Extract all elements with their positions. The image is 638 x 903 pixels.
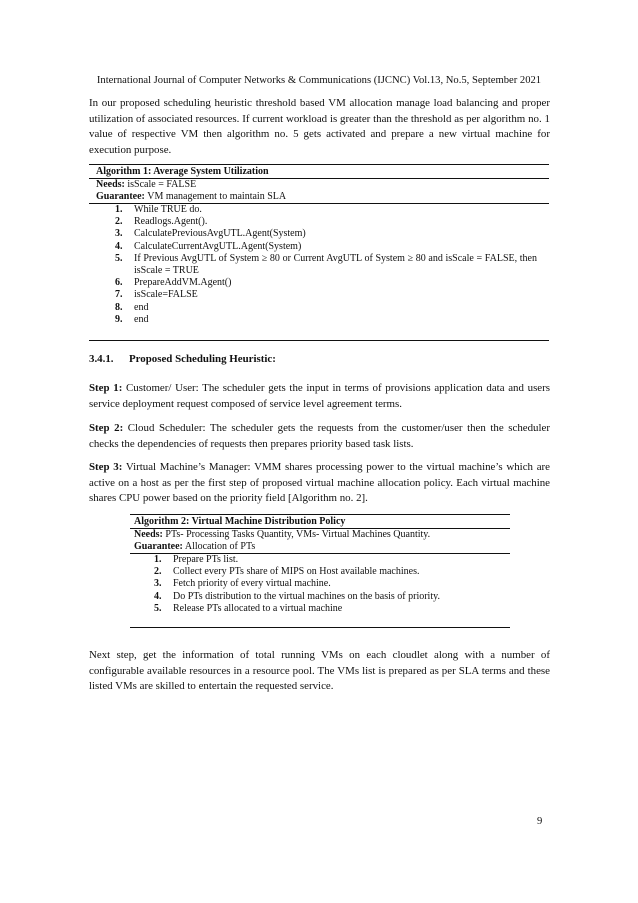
algorithm-2-steps <box>154 554 504 615</box>
section-number: 3.4.1. <box>89 353 114 365</box>
algorithm-2-box <box>130 514 510 628</box>
step-label: Step 1: <box>89 382 123 394</box>
algorithm-step: 5. If Previous AvgUTL of System ≥ 80 or Current AvgUTL of System ≥ 80 and isScale = FALSE, then isScale = TRUE <box>115 252 537 277</box>
algorithm-1-bottom-rule <box>89 340 549 341</box>
intro-paragraph: In our proposed scheduling heuristic threshold based VM allocation manage load balancing and proper utilization of associated resources. If current workload is greater than the threshold as per algorithm no. 1 value of respective VM then algorithm no. 5 gets activated and prepare a new virtual machine for execution purpose. <box>89 97 550 156</box>
guarantee-value: Allocation of PTs <box>184 541 256 552</box>
guarantee-value: VM management to maintain SLA <box>147 191 287 202</box>
algorithm-step: 4. Do PTs distribution to the virtual machines on the basis of priority. <box>154 590 440 602</box>
needs-value: PTs- Processing Tasks Quantity, VMs- Virtual Machines Quantity. <box>165 529 431 540</box>
guarantee-label: Guarantee: <box>96 191 145 202</box>
algorithm-step: 4. CalculateCurrentAvgUTL.Agent(System) <box>115 240 302 252</box>
algorithm-step: 2. Readlogs.Agent(). <box>115 216 208 228</box>
step-paragraph <box>89 421 550 452</box>
algorithm-1-box <box>89 164 549 342</box>
running-header: International Journal of Computer Networks & Communications (IJCNC) Vol.13, No.5, September 2021 <box>96 75 542 86</box>
algorithm-step: 1. Prepare PTs list. <box>154 554 239 565</box>
guarantee-label: Guarantee: <box>134 541 183 552</box>
page-number: 9 <box>537 816 543 827</box>
section-title: Proposed Scheduling Heuristic: <box>129 353 276 365</box>
algorithm-step: 5. Release PTs allocated to a virtual machine <box>154 602 343 614</box>
algorithm-step: 9. end <box>115 313 149 325</box>
needs-label: Needs: <box>96 179 125 190</box>
needs-label: Needs: <box>134 529 163 540</box>
step-text: Cloud Scheduler: The scheduler gets the requests from the customer/user then the scheduler checks the dependencies of requests then prepares priority based task lists. <box>89 422 550 450</box>
algorithm-step: 3. CalculatePreviousAvgUTL.Agent(System) <box>115 228 306 240</box>
closing-paragraph: Next step, get the information of total running VMs on each cloudlet along with a number of configurable available resources in a resource pool. The VMs list is prepared as per SLA terms and these listed VMs are skilled to entertain the requested service. <box>89 649 550 693</box>
step-text: Virtual Machine’s Manager: VMM shares processing power to the virtual machine’s which are active on a host as per the first step of proposed virtual machine allocation policy. Each virtual machine shares CPU power based on the priority field [Algorithm no. 2]. <box>89 461 550 505</box>
section-heading <box>89 353 276 365</box>
algorithm-2-guarantee <box>134 541 255 553</box>
step-text: Customer/ User: The scheduler gets the input in terms of provisions application data and users service deployment request composed of service level agreement terms. <box>89 382 551 410</box>
algorithm-1-guarantee <box>96 191 286 203</box>
step-paragraph <box>89 381 550 412</box>
algorithm-step: 2. Collect every PTs share of MIPS on Host available machines. <box>154 566 420 578</box>
algorithm-step: 8. end <box>115 301 149 313</box>
algorithm-2-bottom-rule <box>130 627 510 628</box>
algorithm-1-needs <box>96 179 196 191</box>
needs-value: isScale = FALSE <box>127 179 197 190</box>
algorithm-1-steps <box>115 204 537 326</box>
algorithm-2-top-rule <box>130 514 510 515</box>
algorithm-step: 1. While TRUE do. <box>115 204 202 215</box>
algorithm-1-top-rule <box>89 164 549 165</box>
algorithm-step: 3. Fetch priority of every virtual machine. <box>154 578 331 590</box>
step-label: Step 2: <box>89 422 124 434</box>
step-label: Step 3: <box>89 461 123 473</box>
algorithm-2-title: Algorithm 2: Virtual Machine Distribution Policy <box>134 516 346 527</box>
algorithm-step: 6. PrepareAddVM.Agent() <box>115 277 232 289</box>
algorithm-2-needs <box>134 529 430 541</box>
algorithm-1-title: Algorithm 1: Average System Utilization <box>96 166 269 177</box>
algorithm-step: 7. isScale=FALSE <box>115 289 198 301</box>
step-paragraph <box>89 460 550 507</box>
